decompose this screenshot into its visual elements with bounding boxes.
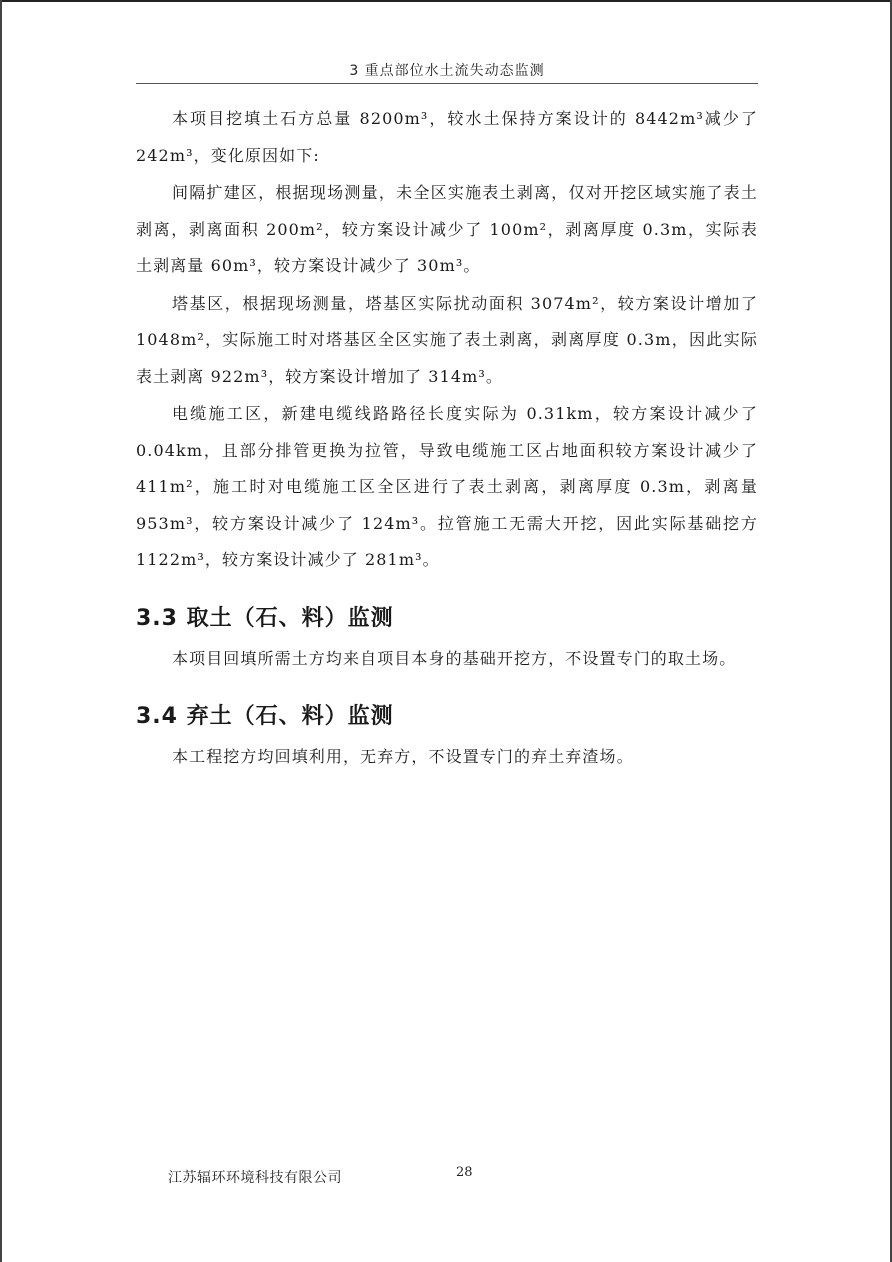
page-body [136, 101, 758, 776]
paragraph-tower-base: 塔基区，根据现场测量，塔基区实际扰动面积 3074m²，较方案设计增加了 1048m²，实际施工时对塔基区全区实施了表土剥离，剥离厚度 0.3m，因此实际表土剥离 922m³，较方案设计增加了 314m³。 [136, 293, 758, 386]
paragraph-earthwork-total: 本项目挖填土石方总量 8200m³，较水土保持方案设计的 8442m³减少了 242m³，变化原因如下: [136, 109, 758, 165]
section-heading-borrow: 3.3 取土（石、料）监测 [136, 605, 394, 631]
paragraph-borrow: 本项目回填所需土方均来自项目本身的基础开挖方，不设置专门的取土场。 [172, 648, 737, 668]
page-number: 28 [456, 1165, 473, 1180]
page-border-left [0, 0, 2, 1262]
paragraph-spoil: 本工程挖方均回填利用，无弃方，不设置专门的弃土弃渣场。 [172, 747, 634, 766]
footer-company: 江苏辐环环境科技有限公司 [168, 1170, 342, 1186]
running-header: 3 重点部位水土流失动态监测 [349, 63, 545, 79]
paragraph-bay-expansion: 间隔扩建区，根据现场测量，未全区实施表土剥离，仅对开挖区域实施了表土剥离，剥离面积 200m²，较方案设计减少了 100m²，剥离厚度 0.3m，实际表土剥离量 60m³，较方案设计减少了 30m³。 [136, 183, 758, 275]
section-heading-spoil: 3.4 弃土（石、料）监测 [136, 704, 394, 729]
page-border-top [0, 0, 892, 2]
header-rule [136, 83, 758, 84]
paragraph-cable-construction: 电缆施工区，新建电缆线路路径长度实际为 0.31km，较方案设计减少了 0.04km，且部分排管更换为拉管，导致电缆施工区占地面积较方案设计减少了 411m²，施工时对电缆施工区全区进行了表土剥离，剥离厚度 0.3m，剥离量 953m³，较方案设计减少了 124m³。拉管施工无需大开挖，因此实际基础挖方 1122m³，较方案设计减少了 281m³。 [136, 404, 758, 569]
